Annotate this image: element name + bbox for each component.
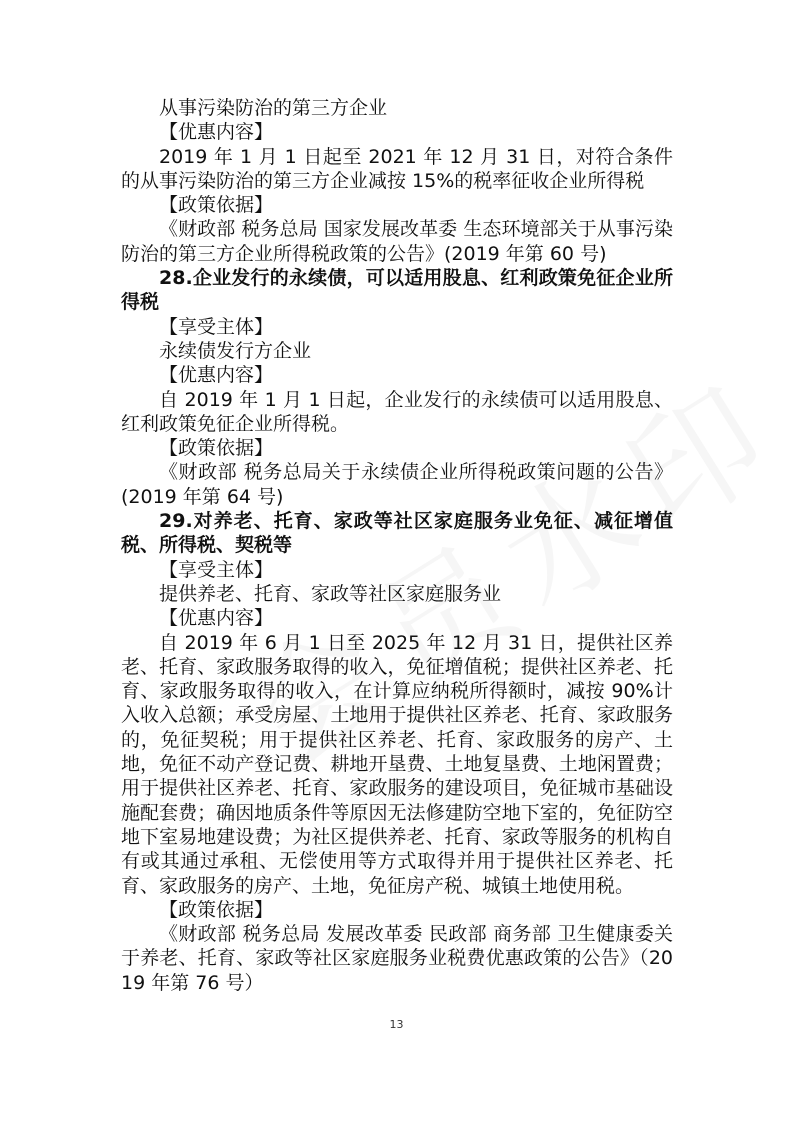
- section-heading: 【政策依据】: [159, 898, 274, 921]
- paragraph: 2019 年 1 月 1 日起至 2021 年 12 月 31 日，对符合条件的从事污染防治的第三方企业减按 15%的税率征收企业所得税: [121, 145, 673, 192]
- section-heading: 【优惠内容】: [159, 121, 274, 144]
- item-title: 29.对养老、托育、家政等社区家庭服务业免征、减征增值税、所得税、契税等: [121, 510, 673, 557]
- section-heading: 【优惠内容】: [159, 364, 274, 387]
- section-heading: 【优惠内容】: [159, 607, 274, 630]
- section-heading: 【享受主体】: [159, 315, 274, 338]
- item-title: 28.企业发行的永续债，可以适用股息、红利政策免征企业所得税: [121, 267, 673, 314]
- section-heading: 【政策依据】: [159, 437, 274, 460]
- paragraph: 《财政部 税务总局 发展改革委 民政部 商务部 卫生健康委关于养老、托育、家政等社区家庭服务业税费优惠政策的公告》（2019 年第 76 号）: [121, 923, 673, 994]
- section-heading: 【享受主体】: [159, 558, 274, 581]
- paragraph: 自 2019 年 1 月 1 日起，企业发行的永续债可以适用股息、红利政策免征企业所得税。: [121, 388, 673, 435]
- paragraph: 从事污染防治的第三方企业: [159, 97, 388, 119]
- section-heading: 【政策依据】: [159, 194, 274, 217]
- document-body: [121, 96, 673, 995]
- paragraph: 《财政部 税务总局 国家发展改革委 生态环境部关于从事污染防治的第三方企业所得税政策的公告》(2019 年第 60 号): [121, 218, 673, 265]
- paragraph: 永续债发行方企业: [159, 339, 312, 362]
- paragraph: 《财政部 税务总局关于永续债企业所得税政策问题的公告》(2019 年第 64 号): [121, 461, 673, 508]
- paragraph: 提供养老、托育、家政等社区家庭服务业: [159, 582, 502, 605]
- paragraph: 自 2019 年 6 月 1 日至 2025 年 12 月 31 日，提供社区养老、托育、家政服务取得的收入，免征增值税；提供社区养老、托育、家政服务取得的收入，在计算应纳税所得额时，减按 90%计入收入总额；承受房屋、土地用于提供社区养老、托育、家政服务的，免征契税；用于提供社区养老、托育、家政服务的房产、土地，免征不动产登记费、耕地开垦费、土地复垦费、土地闲置费；用于提供社区养老、托育、家政服务的建设项目，免征城市基础设施配套费；确因地质条件等原因无法修建防空地下室的，免征防空地下室易地建设费；为社区提供养老、托育、家政等服务的机构自有或其通过承租、无偿使用等方式取得并用于提供社区养老、托育、家政服务的房产、土地，免征房产税、城镇土地使用税。: [121, 631, 673, 897]
- page-number: 13: [389, 1018, 404, 1031]
